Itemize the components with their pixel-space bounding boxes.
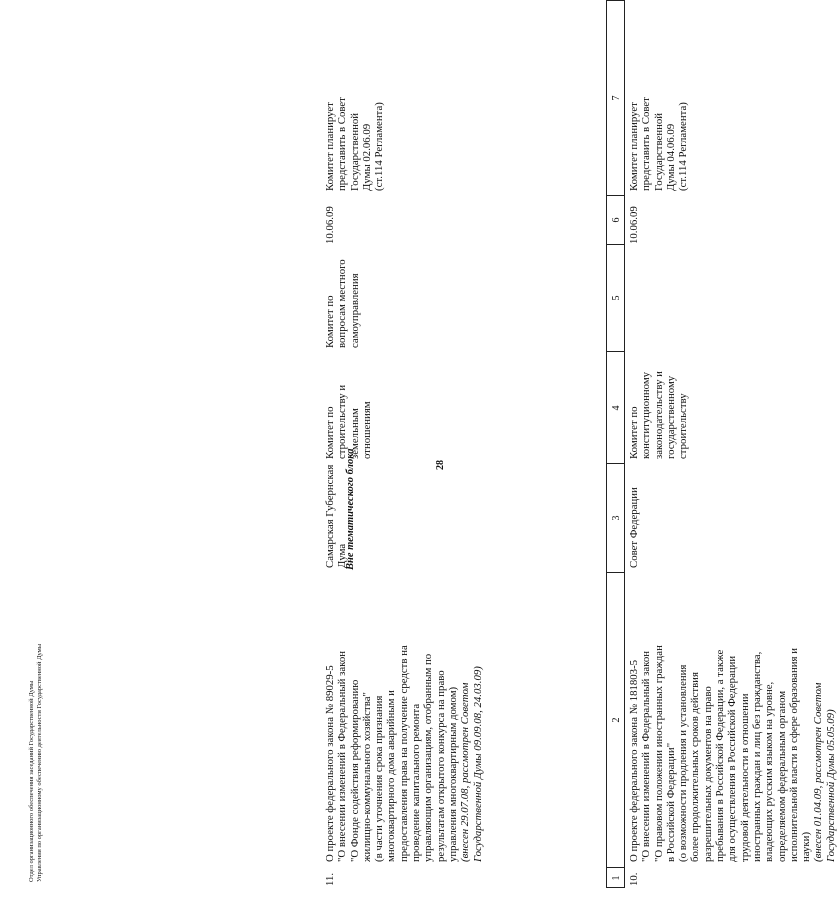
author-line: Дума [336,543,349,568]
footer-line: Отдел организационного обеспечения заседаний Государственной Думы [28,680,35,882]
row-number: 11. [324,872,336,886]
bill-title-line: О проекте федерального закона № 181803-5 [628,659,640,862]
bill-title-line: (в части уточнения срока признания [373,695,386,862]
bill-title-line: иностранных граждан и лиц без гражданства, [750,651,763,862]
bill-title-line: (о возможности продления и установления [677,664,690,862]
bill-title-line: жилищно-коммунального хозяйства" [360,692,373,862]
bill-title-line: управляющим организациям, отобранным по [422,653,435,862]
committee-line: Комитет по [324,406,336,459]
bill-title-line: многоквартирного дома аварийным и [385,690,398,862]
bill-note-line: Государственной Думы 09.09.08, 24.03.09) [471,666,484,862]
bill-title-line: пребывания в Российской Федерации, а также [714,649,727,862]
table-top-border [606,0,607,888]
row-number: 10. [628,872,640,886]
col-divider [606,351,624,352]
bill-title-line: "О правовом положении иностранных граждан [652,645,665,862]
plan-line: Думы 02.06.09 [360,123,373,191]
committee-line: Комитет по [628,406,640,459]
committee-line: самоуправления [348,273,361,348]
author-line: Самарская Губернская [324,464,336,568]
bill-title-line: науки) [800,831,813,862]
plan-note [324,1,385,191]
plan-line: Комитет планирует [324,102,336,191]
bill-description [324,572,484,862]
plan-line: Государственной [652,112,665,191]
plan-line: (ст.114 Регламента) [677,102,690,191]
bill-author [628,458,640,568]
bill-title-line: трудовой деятельности в отношении [738,693,751,862]
responsible-committee [628,351,689,459]
plan-note [628,1,689,191]
bill-title-line: предоставления права на получение средств на [397,645,410,862]
committee-line: законодательству и [652,371,665,459]
footer-line: Управления по организационному обеспечению деятельности Государственной Думы [36,643,43,882]
bill-title-line: более продолжительных сроков действия [689,672,702,862]
col-divider [606,463,624,464]
bill-title-line: проведение капитального ремонта [410,703,423,862]
bill-note-line: (внесен 29.07.08, рассмотрен Советом [459,682,472,862]
bill-title-line: владеющих русским языком на уровне, [763,681,776,862]
column-number: 6 [611,217,622,223]
column-number: 4 [611,405,622,411]
plan-line: Государственной [348,112,361,191]
committee-line: государственному [664,375,677,459]
column-number: 3 [611,515,622,521]
plan-line: Думы 04.06.09 [664,123,677,191]
column-number: 1 [611,875,622,881]
col-divider [606,244,624,245]
responsible-committee [324,351,373,459]
author-line: Совет Федерации [628,487,640,568]
committee-line: земельным [348,408,361,459]
bill-title-line: определяемом федеральным органом [775,690,788,862]
plan-line: Комитет планирует [628,102,640,191]
bill-title-line: в Российской Федерации" [664,742,677,862]
bill-description [628,572,837,862]
bill-title-line: разрешительных документов на право [701,686,714,862]
committee-line: конституционному [640,371,653,459]
page-number: 28 [435,460,446,470]
bill-note-line: (внесен 01.04.09, рассмотрен Советом [812,682,825,862]
bill-title-line: "О Фонде содействия реформированию [348,679,361,862]
section-heading: Вне тематического блока [345,448,356,570]
plan-line: представить в Совет [336,97,349,191]
bill-title-line: результатам открытого конкурса на право [434,670,447,862]
bill-title-line: О проекте федерального закона № 89029-5 [324,665,336,862]
co-executor-committee [324,244,361,348]
committee-line: строительству и [336,384,349,459]
col-divider [606,572,624,573]
deadline-date: 10.06.09 [324,206,336,244]
header-divider [624,0,625,888]
bill-note-line: Государственной Думы 05.05.09) [824,709,837,862]
bill-title-line: "О внесении изменений в Федеральный закон [336,650,349,862]
committee-line: Комитет по [324,295,336,348]
column-number: 7 [611,95,622,101]
column-number: 2 [611,717,622,723]
deadline-date: 10.06.09 [628,206,640,244]
bill-title-line: для осуществления в Российской Федерации [726,655,739,862]
committee-line: строительству [677,393,690,459]
committee-line: отношениям [360,401,373,459]
committee-line: вопросам местного [336,259,349,348]
col-divider [606,0,624,1]
bill-title-line: управления многоквартирным домом) [446,686,459,862]
plan-line: (ст.114 Регламента) [373,102,386,191]
column-number: 5 [611,295,622,301]
bill-author [324,458,349,568]
bill-title-line: "О внесении изменений в Федеральный закон [640,650,653,862]
plan-line: представить в Совет [640,97,653,191]
bill-title-line: исполнительной власти в сфере образования и [787,648,800,862]
col-divider [606,195,624,196]
